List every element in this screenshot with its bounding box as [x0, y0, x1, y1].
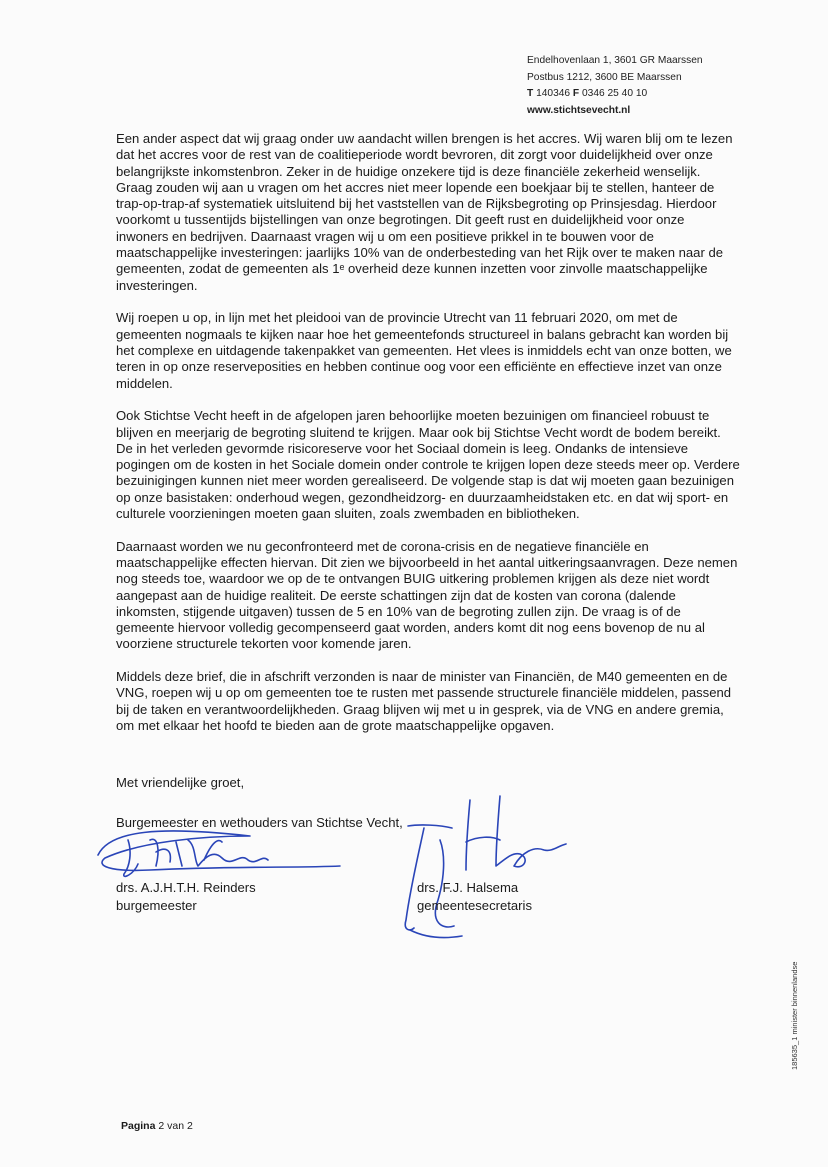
paragraph-accres: Een ander aspect dat wij graag onder uw aandacht willen brengen is het accres. Wij waren blij om te lezen dat het accres voor de rest van de coalitieperiode wordt bevroren, dit zorgt voor duidelijkheid over onze belangrijkste inkomstenbron. Zeker in de huidige onzekere tijd is deze financiële zekerheid wenselijk. Graag zouden wij aan u vragen om het accres niet meer lopende een boekjaar bij te stellen, hanteer de trap-op-trap-af systematiek uitsluitend bij het vaststellen van de Rijksbegroting op Prinsjesdag. Hierdoor voorkomt u tussentijds bijstellingen van onze begrotingen. Dit geeft rust en duidelijkheid voor onze inwoners en bedrijven. Daarnaast vragen wij u om een positieve prikkel in te bouwen voor de maatschappelijke investeringen: jaarlijks 10% van de onderbesteding van het Rijk over te maken naar de gemeenten, zodat de gemeenten als 1ᵉ overheid deze kunnen inzetten voor zinvolle maatschappelijke investeringen.: [116, 131, 733, 293]
closing-greeting: Met vriendelijke groet,: [116, 775, 245, 790]
contact-numbers: T 140346 F 0346 25 40 10: [527, 88, 648, 99]
signers-line: Burgemeester en wethouders van Stichtse Vecht,: [116, 815, 403, 830]
paragraph-bezuinigingen: Ook Stichtse Vecht heeft in de afgelopen jaren behoorlijke moeten bezuinigen om financieel robuust te blijven en meerjarig de begroting sluitend te krijgen. Maar ook bij Stichtse Vecht wordt de bodem bereikt. De in het verleden gevormde risicoreserve voor het Sociaal domein is leeg. Ondanks de intensieve pogingen om de kosten in het Sociale domein onder controle te krijgen lopen deze steeds meer op. Verdere bezuinigingen kunnen niet meer worden gerealiseerd. De volgende stap is dat wij moeten gaan bezuinigen op onze basistaken: onderhoud wegen, gezondheidzorg- en duurzaamheidstaken etc. en dat wij sport- en culturele voorzieningen moeten gaan sluiten, zoals zwembaden en bibliotheken.: [116, 408, 740, 522]
paragraph-gemeentefonds: Wij roepen u op, in lijn met het pleidooi van de provincie Utrecht van 11 februari 2020, om met de gemeenten nogmaals te kijken naar hoe het gemeentefonds structureel in balans gebracht kan worden bij het complexe en uitdagende takenpakket van gemeenten. Het vlees is inmiddels echt van onze botten, we teren in op onze reserveposities en hebben continue oog voor een efficiënte en effectieve inzet van onze middelen.: [116, 310, 732, 391]
letter-body: [116, 131, 740, 751]
postbus-address: Postbus 1212, 3600 BE Maarssen: [527, 71, 682, 83]
page-footer: [121, 1120, 193, 1132]
paragraph-oproep: Middels deze brief, die in afschrift verzonden is naar de minister van Financiën, de M40 gemeenten en de VNG, roepen wij u op om gemeenten toe te rusten met passende structurele financiële middelen, passend bij de taken en verantwoordelijkheden. Graag blijven wij met u in gesprek, via de VNG en andere gremia, om met elkaar het hoofd te bieden aan de grote maatschappelijke opgaven.: [116, 669, 732, 734]
signatory-role: gemeentesecretaris: [417, 898, 532, 913]
page-label: Pagina: [121, 1120, 156, 1132]
website-link[interactable]: www.stichtsevecht.nl: [527, 104, 631, 116]
page-number: 2 van 2: [158, 1120, 193, 1132]
signatory-name: drs. A.J.H.T.H. Reinders: [116, 880, 256, 895]
paragraph-corona: Daarnaast worden we nu geconfronteerd met de corona-crisis en de negatieve financiële en maatschappelijke effecten hiervan. Dit zien we bijvoorbeeld in het aantal uitkeringsaanvragen. Deze nemen nog steeds toe, waardoor we op de te ontvangen BUIG uitkering problemen krijgen als deze niet wordt aangepast aan de huidige realiteit. De eerste schattingen zijn dat de kosten van corona (dalende inkomsten, stijgende uitgaven) tussen de 5 en 10% van de begroting zullen zijn. De vraag is of de gemeente hiervoor volledig gecompenseerd gaat worden, anders komt dit nog eens bovenop de nu al voorziene structurele tekorten voor komende jaren.: [116, 538, 738, 652]
signatory-reinders: [116, 879, 256, 915]
street-address: Endelhovenlaan 1, 3601 GR Maarssen: [527, 55, 703, 66]
signature-halsema: [405, 796, 566, 938]
sender-address: [527, 53, 703, 119]
signatory-halsema: [417, 879, 532, 915]
document-reference: 185635_1 minister binnenlandse: [790, 961, 799, 1070]
signature-reinders: [98, 831, 340, 876]
signatory-role: burgemeester: [116, 898, 197, 913]
signatory-name: drs. F.J. Halsema: [417, 880, 519, 895]
